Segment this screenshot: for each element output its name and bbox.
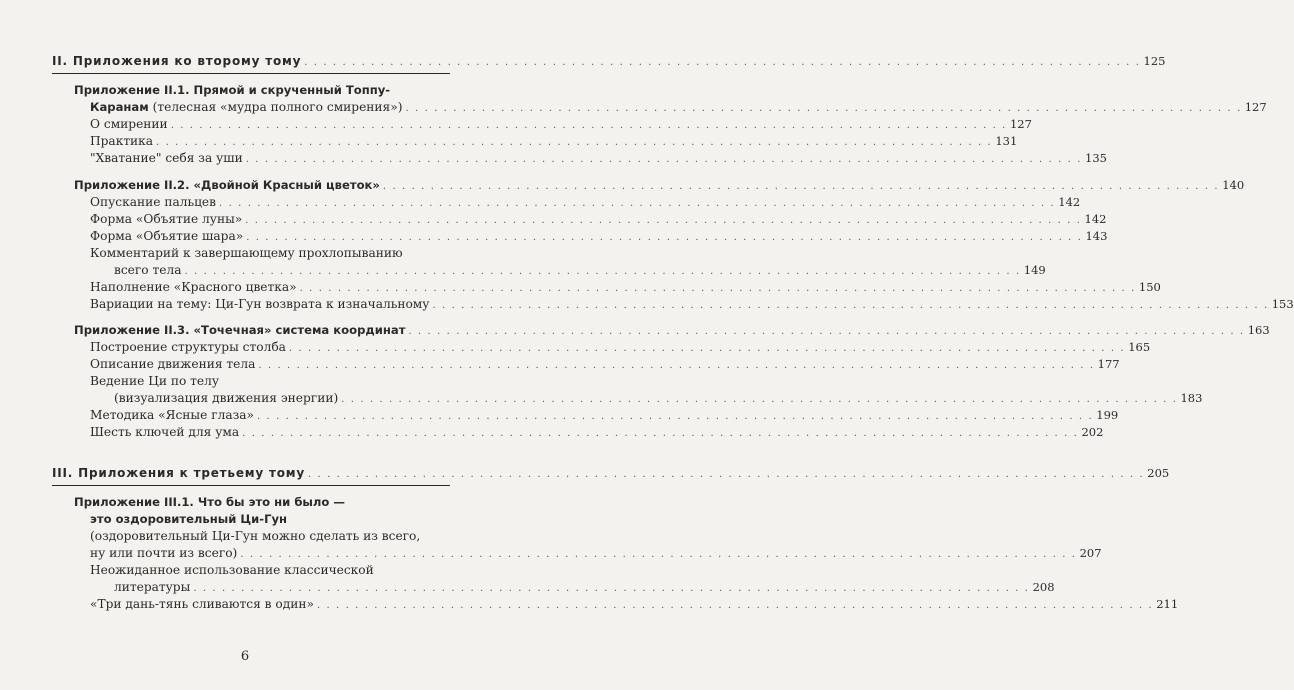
section-divider — [52, 485, 450, 486]
page-ref: 140 — [1222, 178, 1245, 192]
page-ref: 205 — [1147, 466, 1170, 480]
toc-item[interactable] — [90, 151, 1107, 167]
section-title: III. Приложения к третьему тому — [52, 466, 305, 480]
page-ref: 131 — [995, 134, 1018, 148]
toc-item[interactable] — [90, 425, 1104, 441]
toc-item[interactable] — [90, 212, 1107, 228]
dot-leader — [245, 213, 1081, 228]
toc-item-label: Форма «Объятие шара» — [90, 229, 244, 243]
toc-item-label: ну или почти из всего) — [90, 546, 238, 560]
dot-leader — [193, 581, 1029, 596]
toc-item-label: Приложение II.2. «Двойной Красный цветок» — [74, 178, 380, 192]
section-title: II. Приложения ко второму тому — [52, 54, 302, 68]
toc-appendix-II2[interactable] — [74, 178, 1245, 194]
dot-leader — [405, 101, 1241, 116]
toc-commentary[interactable] — [114, 263, 1046, 279]
toc-item-label: «Три дань-тянь сливаются в один» — [90, 597, 314, 611]
toc-item-label: Вариации на тему: Ци-Гун возврата к изначальному — [90, 297, 430, 311]
page-ref: 207 — [1079, 546, 1102, 560]
toc-qi-guidance-title[interactable]: Ведение Ци по телу — [90, 374, 220, 388]
page-ref: 202 — [1081, 425, 1104, 439]
toc-item-label: Построение структуры столба — [90, 340, 286, 354]
toc-item[interactable] — [90, 340, 1151, 356]
page-ref: 208 — [1032, 580, 1055, 594]
page-ref: 149 — [1023, 263, 1046, 277]
toc-item-label: Практика — [90, 134, 154, 148]
dot-leader — [300, 281, 1136, 296]
dot-leader — [341, 392, 1177, 407]
toc-classic-lit-title[interactable]: Неожиданное использование классической — [90, 563, 374, 577]
toc-item-label: всего тела — [114, 263, 182, 277]
toc-appendix-II1[interactable] — [90, 100, 1267, 116]
toc-classic-lit[interactable] — [114, 580, 1055, 596]
appendix-II1-bold: Каранам — [90, 100, 149, 114]
dot-leader — [246, 230, 1082, 245]
toc-item[interactable] — [90, 357, 1120, 373]
page-ref: 142 — [1058, 195, 1081, 209]
dot-leader — [317, 598, 1153, 613]
toc-section-III[interactable] — [52, 466, 1170, 482]
toc-section-II[interactable] — [52, 54, 1166, 70]
toc-item[interactable] — [90, 117, 1032, 133]
toc-item[interactable] — [90, 134, 1018, 150]
page-ref: 211 — [1156, 597, 1179, 611]
page-ref: 163 — [1247, 323, 1270, 337]
dot-leader — [219, 196, 1055, 211]
page-number: 6 — [240, 649, 250, 664]
toc-appendix-III1-subtitle: (оздоровительный Ци-Гун можно сделать из всего, — [90, 529, 421, 543]
toc-item-label: Форма «Объятие луны» — [90, 212, 243, 226]
page-ref: 177 — [1097, 357, 1120, 371]
dot-leader — [383, 179, 1219, 194]
toc-commentary-title[interactable]: Комментарий к завершающему прохлопыванию — [90, 246, 403, 260]
toc-item-label: Шесть ключей для ума — [90, 425, 240, 439]
toc-item-label: (визуализация движения энергии) — [114, 391, 339, 405]
dot-leader — [171, 118, 1007, 133]
page-ref: 153 — [1271, 297, 1294, 311]
dot-leader — [308, 467, 1144, 482]
toc-item-label: Наполнение «Красного цветка» — [90, 280, 297, 294]
toc-item[interactable] — [90, 597, 1179, 613]
page-ref: 127 — [1009, 117, 1032, 131]
page-ref: 143 — [1085, 229, 1108, 243]
toc-appendix-III1[interactable] — [90, 546, 1102, 562]
toc-qi-guidance[interactable] — [114, 391, 1203, 407]
toc-item[interactable] — [90, 195, 1081, 211]
page-ref: 150 — [1138, 280, 1161, 294]
toc-appendix-II1-title[interactable]: Приложение II.1. Прямой и скрученный Топпу- — [74, 83, 391, 97]
page-ref: 135 — [1085, 151, 1107, 165]
page-ref: 142 — [1084, 212, 1107, 226]
dot-leader — [184, 264, 1020, 279]
toc-item-label: Приложение II.3. «Точечная» система координат — [74, 323, 406, 337]
toc-item-label: О смирении — [90, 117, 168, 131]
appendix-II1-subtitle: (телесная «мудра полного смирения») — [148, 100, 403, 114]
toc-item-label: "Хватание" себя за уши — [90, 151, 243, 165]
toc-item-label: литературы — [114, 580, 191, 594]
dot-leader — [257, 409, 1093, 424]
toc-item-label: Методика «Ясные глаза» — [90, 408, 254, 422]
toc-item-label: Опускание пальцев — [90, 195, 217, 209]
page-ref: 125 — [1143, 54, 1166, 68]
toc-item-label: Описание движения тела — [90, 357, 256, 371]
toc-item[interactable] — [90, 229, 1108, 245]
toc-appendix-III1-title-2: это оздоровительный Ци-Гун — [90, 512, 288, 526]
toc-item[interactable] — [90, 408, 1119, 424]
dot-leader — [246, 152, 1082, 167]
dot-leader — [258, 358, 1094, 373]
dot-leader — [289, 341, 1125, 356]
page-ref: 165 — [1128, 340, 1151, 354]
dot-leader — [432, 298, 1268, 313]
dot-leader — [242, 426, 1078, 441]
dot-leader — [156, 135, 992, 150]
toc-appendix-III1-title[interactable]: Приложение III.1. Что бы это ни было — — [74, 495, 346, 509]
page-ref: 127 — [1244, 100, 1267, 114]
toc-appendix-II3[interactable] — [74, 323, 1270, 339]
toc-item[interactable] — [90, 297, 1294, 313]
dot-leader — [304, 55, 1140, 70]
page-ref: 199 — [1096, 408, 1119, 422]
dot-leader — [240, 547, 1076, 562]
toc-item[interactable] — [90, 280, 1161, 296]
dot-leader — [408, 324, 1244, 339]
section-divider — [52, 73, 450, 74]
page-ref: 183 — [1180, 391, 1203, 405]
